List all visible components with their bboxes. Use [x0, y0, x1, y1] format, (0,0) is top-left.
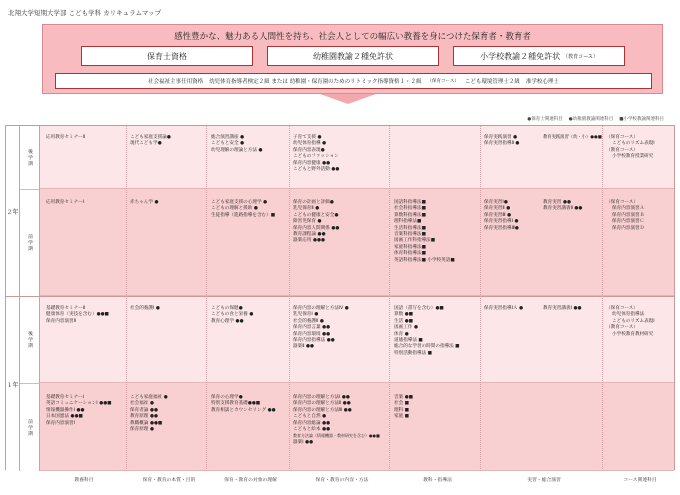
qual-elementary: 小学校教諭２種免許状 （教育コース） [453, 46, 625, 66]
footer-general: 教養科目 [74, 478, 94, 483]
mission-statement: 感性豊かな、魅力ある人間性を持ち、社会人としての幅広い教養を身につけた保育者・教育者 [174, 32, 531, 42]
cell-r0-c3: 子育て支援 ● 幼児体育指導 ● 保育内容表現● こどものファッション 保育内容健康 ●● こどもと野外活動 ●● [293, 135, 340, 172]
cell-r2-c4: 国語（書写を含む）●■ 算数 ●■ 生活 ●■ 図画工作 ● 体育 ● 道徳指導法 ■ 総合的な学習の時間の指導法 ■ 特別活動指導法 ■ [394, 306, 460, 356]
qual-kindergarten: 幼稚園教諭２種免許状 [267, 46, 439, 66]
cell-r0-c0: 応用教育セミナーⅡ [46, 135, 86, 140]
cell-r1-c1: 赤ちゃん学 ● [130, 200, 159, 205]
footer-subjects: 教科・指導法 [423, 478, 452, 483]
cell-r2-c5: 保育実習指導ⅠＡ ● [484, 306, 523, 311]
footer-course: コース関連科目 [623, 478, 657, 483]
cell-r3-c1: こども家庭福祉 ● 社会福祉 ● 保育者論 ●● 教育原理 ●● 教職概論 ●●■ 保育原理 ● [130, 395, 168, 432]
footer-understanding: 保育・教育の対象の理解 [224, 478, 277, 483]
cell-r1-c0: 応用教育セミナーⅠ [46, 200, 85, 205]
cell-r1-c3: 保育の計画と評価● 乳児保育Ⅱ ● こどもの健康と安全● 障害児保育 ● 保育内容人間関係 ●● 教育課程論 ●● 器楽応用 ●●● [293, 200, 340, 244]
footer-practicum: 実習・総合演習 [527, 478, 561, 483]
page-header: 北翔大学短期大学部 こども学科 カリキュラムマップ [8, 9, 162, 17]
category-footer [39, 476, 675, 488]
cell-r0-c5: 保育実践演習 ● 保育実習指導Ⅱ ● [484, 135, 520, 147]
goal-panel [42, 24, 663, 94]
down-arrow-icon [320, 94, 376, 104]
cell-r3-c2: 保育の心理学● 特別支援教育基礎●●■ 教育相談とカウンセリング ●● [211, 395, 276, 413]
cell-r1-c2: こども家庭支援の心理学 ● こどもの理解と援助 ● 生徒指導（進路指導を含む）■ [211, 200, 276, 218]
cell-r1-c6: 教育実習 ●● 教育実習講義Ⅱ ●● [543, 200, 583, 212]
footer-methods: 保育・教育の内容・方法 [315, 478, 369, 483]
curriculum-grid [5, 125, 675, 470]
cell-r0-c1: こども家庭支援論● 現代こども学● [130, 135, 171, 147]
cell-r3-c4: 音楽 ●■ 社会 ■ 理科 ■ 家庭 ■ [394, 395, 413, 420]
other-quals: 社会福祉主事任用資格 幼児体育指導者検定２級 または 幼稚園・保育園のためのリトミック指導資格１・２級 （保育コース） こども環境管理士２級 准学校心理士 [55, 73, 652, 89]
cell-r1-c4: 国語科指導法■ 社会科指導法■ 算数科指導法■ 理科指導法■ 生活科指導法■ 音楽科指導法■ 図画工作科指導法■ 家庭科指導法■ 体育科指導法■ 英語科指導法■ 小学校英語■ [394, 200, 455, 263]
cell-r3-c3: 保育内容の理解と方法Ⅰ ●● 保育内容の理解と方法Ⅱ ●● 保育内容の理解と方法Ⅲ ●● こどもと自然 ● 保育内容総論 ●● こどもと絵本 ●● 教育方法論（情報機器・教材研究を含む）●●■ 器楽Ⅰ ●● [293, 395, 380, 445]
cell-r0-c7: （保育コース） こどものリズム表現Ⅰ （教育コース） 小学校教育授業研究 [606, 135, 655, 160]
qual-childcare: 保育士資格 [81, 46, 253, 66]
cell-r2-c3: 保育内容の理解と方法Ⅳ ● 乳児保育Ⅰ ● 社会的養護Ⅱ ● 保育内容言葉 ●● 保育内容環境 ●● 保育内容指導法 ●● 器楽Ⅱ ●● [293, 306, 349, 350]
legend: ●保育士関連科目 ●幼稚園教諭関連科目 ■小学校教諭関連科目 [527, 117, 664, 122]
cell-r3-c0: 基礎教育セミナーⅠ 英語コミュニケーションⅠ ●●■ 情報機器操作Ⅰ ●● 日本国憲法 ●●■ 保育内容演習Ⅰ [46, 395, 112, 426]
cell-r2-c7: （保育コース） 幼児体育指導法 こどものリズム表現Ⅰ （教育コース） 小学校教育教材研究 [606, 306, 655, 337]
cell-r2-c1: 社会的養護Ⅰ ● [130, 306, 160, 311]
semester-y2-early: 前学期 [20, 189, 40, 296]
footer-essence: 保育・教育の本質・目的 [142, 478, 196, 483]
year-2: ２年 [6, 126, 20, 296]
cell-r1-c7: （保育コース） 保育内容演習Ａ 保育内容演習Ｂ 保育内容演習Ｃ 保育内容演習Ｄ [606, 200, 645, 231]
cell-r2-c0: 基礎教育セミナーⅡ 健康体育（実技を含む）●●■ 保育内容演習Ⅱ [46, 306, 109, 324]
year-1: １年 [6, 296, 20, 471]
cell-r0-c2: 総合演習講座 ● こどもと安全 ● 幼児理解の理論と方法 ● [211, 135, 263, 153]
semester-y2-late: 後学期 [20, 126, 40, 189]
cell-r1-c5: 保育実習Ⅰ● 保育実習Ⅱ ● 保育実習Ⅲ ● 保育実習指導Ⅰ ● 保育実習指導Ⅲ● [484, 200, 519, 231]
semester-y1-late: 後学期 [20, 296, 40, 383]
cell-r2-c2: こどもの保健● こどもの食と栄養 ● 教育心理学 ●● [211, 306, 254, 324]
cell-r0-c6: 教育実践演習（幼・小）●●■ [543, 135, 602, 140]
semester-y1-early: 前学期 [20, 383, 40, 471]
cell-r2-c6: 教育実習講義Ⅰ ●● [543, 306, 582, 311]
